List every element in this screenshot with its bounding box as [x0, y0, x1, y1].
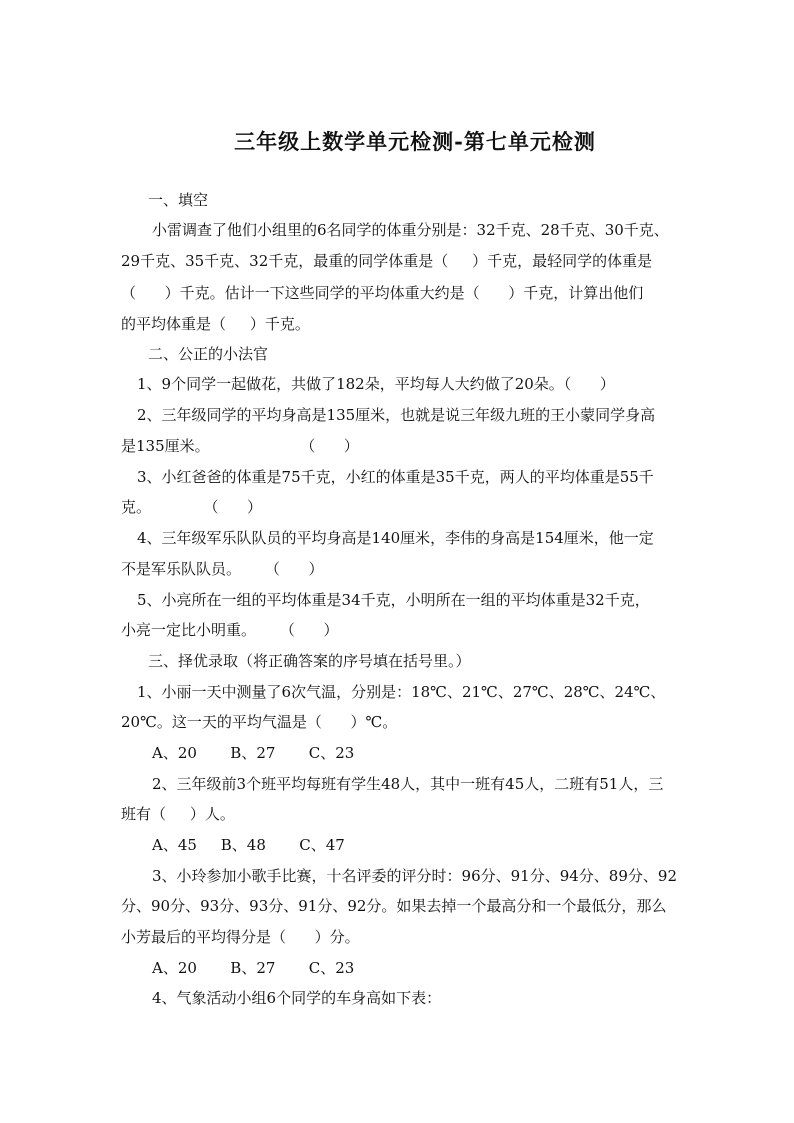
question-line: 分、90分、93分、93分、91分、92分。如果去掉一个最高分和一个最低分，那么	[121, 897, 667, 915]
question-line: 3、小红爸爸的体重是75千克，小红的体重是35千克，两人的平均体重是55千	[137, 468, 654, 486]
section-heading-fill-blank: 一、填空	[148, 191, 209, 209]
question-line: 克。 （ ）	[121, 498, 263, 516]
question-line: 小亮一定比小明重。 （ ）	[121, 621, 339, 639]
question-line: 2、三年级前3个班平均每班有学生48人，其中一班有45人，二班有51人，三	[152, 775, 664, 793]
question-line: 20℃。这一天的平均气温是（ ）℃。	[121, 713, 398, 731]
answer-options: A、20 B、27 C、23	[152, 959, 355, 977]
question-line: 1、小丽一天中测量了6次气温，分别是：18℃、21℃、27℃、28℃、24℃、	[137, 683, 666, 701]
paragraph-line: 小雷调查了他们小组里的6名同学的体重分别是：32千克、28千克、30千克、	[152, 221, 669, 239]
paragraph-line: （ ）千克。估计一下这些同学的平均体重大约是（ ）千克，计算出他们	[121, 284, 644, 302]
question-line: 4、气象活动小组6个同学的车身高如下表：	[152, 989, 442, 1007]
question-line: 4、三年级军乐队队员的平均身高是140厘米，李伟的身高是154厘米，他一定	[137, 529, 654, 547]
answer-options: A、45 B、48 C、47	[152, 836, 345, 854]
document-title: 三年级上数学单元检测-第七单元检测	[234, 129, 596, 154]
question-line: 5、小亮所在一组的平均体重是34千克，小明所在一组的平均体重是32千克，	[137, 591, 650, 609]
question-line: 2、三年级同学的平均身高是135厘米，也就是说三年级九班的王小蒙同学身高	[137, 406, 656, 424]
section-heading-choice: 三、择优录取（将正确答案的序号填在括号里。）	[148, 652, 471, 670]
question-line: 是135厘米。 （ ）	[121, 437, 359, 455]
question-line: 班有（ ）人。	[121, 805, 235, 823]
question-line: 1、9个同学一起做花，共做了182朵，平均每人大约做了20朵。（ ）	[137, 375, 615, 393]
section-heading-judge: 二、公正的小法官	[148, 345, 269, 363]
paragraph-line: 29千克、35千克、32千克，最重的同学体重是（ ）千克，最轻同学的体重是	[121, 252, 653, 270]
question-line: 3、小玲参加小歌手比赛，十名评委的评分时：96分、91分、94分、89分、92	[152, 867, 677, 885]
paragraph-line: 的平均体重是（ ）千克。	[121, 315, 310, 333]
answer-options: A、20 B、27 C、23	[152, 744, 355, 762]
question-line: 不是军乐队队员。 （ ）	[121, 560, 324, 578]
question-line: 小芳最后的平均得分是（ ）分。	[121, 928, 360, 946]
